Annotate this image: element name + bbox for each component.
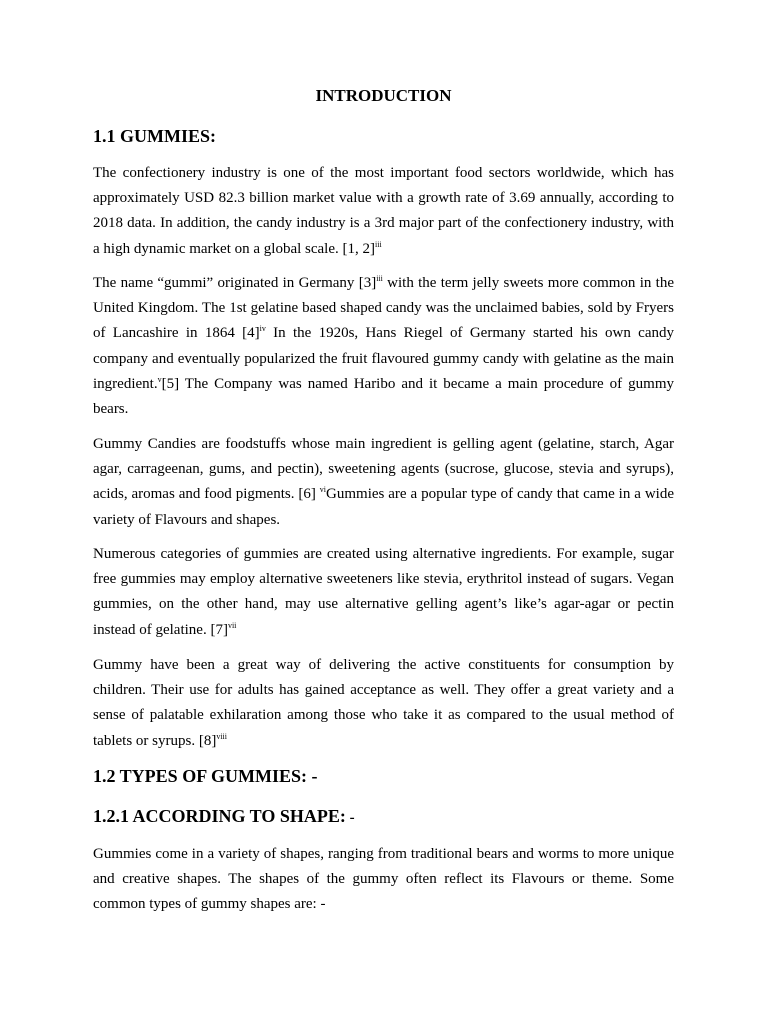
paragraph-text: Gummies are a popular type of candy that came in a wide variety of Flavours and shapes. [93,486,675,528]
paragraph-text: Gummy have been a great way of delivering the active constituents for consumption by children. Their use for adults has gained acceptance as well. They offer a great variety and a sense of palatable exhilaration among those who take it as compared to the usual method of tablets or syrups. [8] [93,657,674,749]
endnote-marker: iii [375,239,382,249]
endnote-marker: iv [259,324,266,334]
endnote-marker: vi [319,485,327,495]
paragraph-gummy-ingredients [93,432,674,533]
paragraph-text: The name “gummi” originated in Germany [3] [93,275,377,291]
paragraph-text: [5] The Company was named Haribo and it became a main procedure of gummy bears. [93,375,674,418]
section-heading-1-2: 1.2 TYPES OF GUMMIES: - [93,766,318,786]
heading-text: 1.2.1 ACCORDING TO SHAPE: [93,806,346,826]
paragraph-text: The confectionery industry is one of the most important food sectors worldwide, which has approximately USD 82.3 billion market value with a growth rate of 3.69 annually, according to 2018 data. In addition, the candy industry is a 3rd major part of the confectionery industry, with a high dynamic market on a global scale. [1, 2] [93,165,674,257]
paragraph-text: In the 1920s, Hans Riegel of Germany started his own candy company and eventually popularized the fruit flavoured gummy candy with gelatine as the main ingredient. [93,325,674,392]
paragraph-text: with the term jelly sweets more common in the United Kingdom. The 1st gelatine based shaped candy was the unclaimed babies, sold by Fryers of Lancashire in 1864 [4] [93,275,675,342]
endnote-marker: iii [376,274,383,283]
page-title: INTRODUCTION [315,86,452,105]
paragraph-gummy-delivery [93,653,674,754]
section-heading-1-1: 1.1 GUMMIES: [93,126,216,146]
endnote-marker: vii [227,620,237,630]
endnote-marker: viii [216,731,227,741]
paragraph-text: Numerous categories of gummies are created using alternative ingredients. For example, sugar free gummies may employ alternative sweeteners like stevia, erythritol instead of sugars. Vegan gummies, on the other hand, may use alternative gelling agent’s like’s agar-agar or pectin instead of gelatine. [7] [93,546,674,638]
heading-dash: - [345,810,355,826]
paragraph-text: Gummy Candies are foodstuffs whose main ingredient is gelling agent (gelatine, starch, Agar agar, carrageenan, gums, and pectin), sweetening agents (sucrose, glucose, stevia and syrups), acids, aromas and food pigments. [6] [93,436,674,503]
paragraph-text: Gummies come in a variety of shapes, ranging from traditional bears and worms to more unique and creative shapes. The shapes of the gummy often reflect its Flavours or theme. Some common types of gummy shapes are: - [93,846,674,913]
endnote-marker: v [157,374,162,384]
paragraph-gummy-categories [93,542,674,643]
paragraph-gummi-origin [93,271,674,422]
paragraph-confectionery-industry [93,161,674,262]
section-heading-1-2-1 [93,806,355,827]
paragraph-gummy-shapes [93,842,674,918]
